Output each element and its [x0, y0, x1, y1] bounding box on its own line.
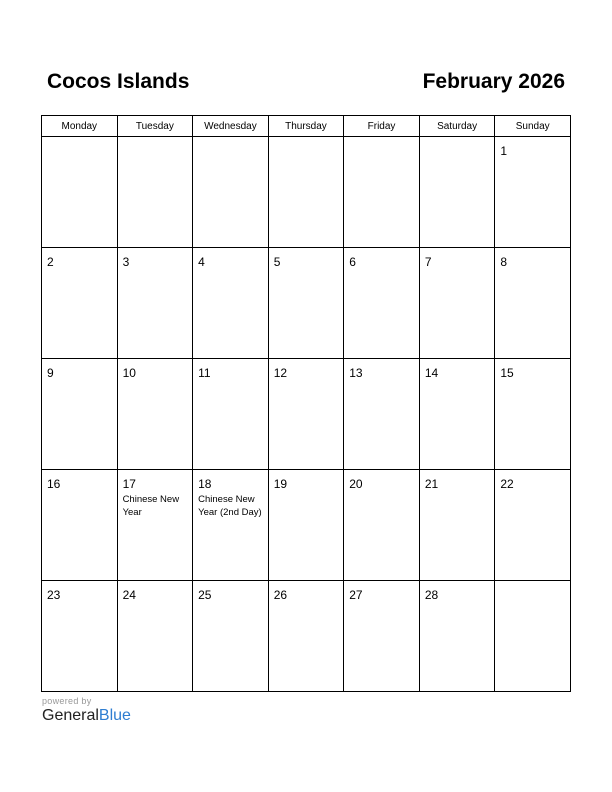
day-number: [495, 581, 570, 589]
day-cell: [419, 248, 495, 359]
day-number: 7: [424, 255, 432, 269]
day-number: 26: [273, 588, 288, 602]
powered-by-label: powered by: [42, 696, 92, 706]
holiday-label: [420, 602, 495, 604]
holiday-label: [420, 491, 495, 493]
holiday-label: [269, 602, 344, 604]
day-cell: [495, 137, 571, 248]
holiday-label: [269, 145, 344, 147]
day-number: 6: [349, 255, 356, 269]
day-number: 18: [198, 477, 212, 491]
holiday-label: [420, 380, 495, 382]
day-cell: [419, 359, 495, 470]
holiday-label: [344, 145, 419, 147]
day-number: 16: [47, 477, 61, 491]
day-cell: [344, 581, 420, 692]
day-number: 3: [122, 255, 130, 269]
brand-blue-text: Blue: [98, 707, 131, 724]
week-row: [42, 581, 571, 692]
day-cell: [268, 248, 344, 359]
day-number: 21: [424, 477, 439, 491]
holiday-label: [420, 269, 495, 271]
day-cell: [495, 359, 571, 470]
holiday-label: [193, 380, 268, 382]
day-cell: [268, 470, 344, 581]
calendar-country-title: Cocos Islands: [47, 70, 190, 93]
day-number: 4: [198, 255, 205, 269]
holiday-label: [269, 269, 344, 271]
brand-general-text: General: [42, 707, 99, 724]
weekday-header: Monday: [42, 116, 118, 137]
day-number: 23: [47, 588, 61, 602]
day-cell: [419, 137, 495, 248]
day-cell: [117, 248, 193, 359]
footer: [42, 696, 131, 725]
day-number: 25: [198, 588, 212, 602]
holiday-label: Chinese New Year (2nd Day): [198, 494, 262, 518]
day-cell: [117, 137, 193, 248]
holiday-label: [344, 602, 419, 604]
day-number: 9: [47, 366, 54, 380]
generalblue-logo[interactable]: [42, 707, 131, 725]
day-number: 19: [273, 477, 288, 491]
holiday-label: [118, 269, 193, 271]
holiday-label: [118, 602, 193, 604]
day-number: [344, 137, 419, 145]
day-number: [269, 137, 344, 145]
holiday-label: [42, 269, 117, 271]
day-number: 1: [500, 144, 508, 158]
holiday-label: [269, 491, 344, 493]
holiday-label: [42, 380, 117, 382]
holiday-label: [269, 380, 344, 382]
holiday-label: [344, 269, 419, 271]
holiday-label: [193, 145, 268, 147]
day-number: 2: [47, 255, 54, 269]
day-cell: [193, 137, 269, 248]
day-cell: [117, 581, 193, 692]
day-cell: [42, 581, 118, 692]
week-row: [42, 359, 571, 470]
day-number: 12: [273, 366, 288, 380]
holiday-label: [495, 158, 570, 160]
day-cell: [495, 470, 571, 581]
week-row: [42, 137, 571, 248]
holiday-label: [42, 491, 117, 493]
calendar-grid: [41, 115, 571, 692]
holiday-label: Chinese New Year: [122, 494, 180, 518]
holiday-label: [193, 602, 268, 604]
day-cell: [193, 359, 269, 470]
day-number: [420, 137, 495, 145]
holiday-label: [495, 380, 570, 382]
day-cell: [344, 359, 420, 470]
weekday-header: Thursday: [268, 116, 344, 137]
day-number: [42, 137, 117, 145]
holiday-label: [118, 145, 193, 147]
day-number: 20: [349, 477, 363, 491]
day-number: [118, 137, 193, 145]
calendar-month-title: February 2026: [422, 70, 565, 93]
holiday-label: [344, 380, 419, 382]
holiday-label: [193, 269, 268, 271]
day-cell: [42, 137, 118, 248]
day-cell: [344, 470, 420, 581]
day-number: 15: [500, 366, 514, 380]
day-number: [193, 137, 268, 145]
day-cell: [268, 581, 344, 692]
day-number: 27: [349, 588, 363, 602]
day-cell: [419, 581, 495, 692]
day-cell: [117, 359, 193, 470]
day-cell: [42, 359, 118, 470]
day-number: 10: [122, 366, 136, 380]
holiday-label: [495, 589, 570, 591]
day-cell: [268, 137, 344, 248]
day-cell: [344, 248, 420, 359]
holiday-label: [495, 491, 570, 493]
day-cell: [495, 248, 571, 359]
weekday-header: Wednesday: [193, 116, 269, 137]
week-row: [42, 470, 571, 581]
weekday-header-row: [42, 116, 571, 137]
weekday-header: Friday: [344, 116, 420, 137]
day-number: 22: [500, 477, 514, 491]
day-number: 14: [424, 366, 439, 380]
day-cell: [344, 137, 420, 248]
day-cell: [193, 470, 269, 581]
day-cell: [193, 581, 269, 692]
holiday-label: [495, 269, 570, 271]
weekday-header: Tuesday: [117, 116, 193, 137]
day-cell: [42, 470, 118, 581]
day-number: 5: [273, 255, 281, 269]
day-cell: [42, 248, 118, 359]
day-number: 24: [122, 588, 136, 602]
day-cell: [193, 248, 269, 359]
holiday-label: [42, 602, 117, 604]
day-number: 17: [122, 477, 136, 491]
day-number: 28: [424, 588, 439, 602]
day-number: 13: [349, 366, 363, 380]
holiday-label: [344, 491, 419, 493]
holiday-label: [42, 145, 117, 147]
holiday-label: [420, 145, 495, 147]
day-number: 8: [500, 255, 508, 269]
day-number: 11: [198, 366, 211, 380]
weekday-header: Sunday: [495, 116, 571, 137]
day-cell: [495, 581, 571, 692]
day-cell: [419, 470, 495, 581]
week-row: [42, 248, 571, 359]
weekday-header: Saturday: [419, 116, 495, 137]
holiday-label: [118, 380, 193, 382]
day-cell: [268, 359, 344, 470]
day-cell: [117, 470, 193, 581]
